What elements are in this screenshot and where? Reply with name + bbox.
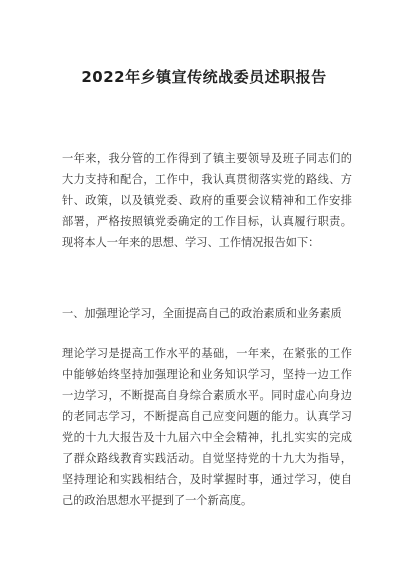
intro-line: 现将本人一年来的思想、学习、工作情况报告如下： xyxy=(62,236,320,249)
section-line: 己的政治思想水平提到了一个新高度。 xyxy=(62,494,253,507)
section-heading: 一、加强理论学习，全面提高自己的政治素质和业务素质 xyxy=(62,307,342,320)
section-line: 一边学习，不断提高自身综合素质水平。同时虚心向身边 xyxy=(62,389,352,402)
intro-line: 大力支持和配合，工作中，我认真贯彻落实党的路线、方 xyxy=(62,173,352,186)
section-line: 中能够始终坚持加强理论和业务知识学习，坚持一边工作 xyxy=(62,368,352,381)
section-line: 坚持理论和实践相结合，及时掌握时事，通过学习，使自 xyxy=(62,473,352,486)
section-line: 的老同志学习，不断提高自己应变问题的能力。认真学习 xyxy=(62,410,352,423)
section-line: 了群众路线教育实践活动。自觉坚持党的十九大为指导， xyxy=(62,452,352,465)
intro-line: 部署，严格按照镇党委确定的工作目标，认真履行职责。 xyxy=(62,215,352,228)
document-title: 2022年乡镇宣传统战委员述职报告 xyxy=(81,68,327,86)
section-line: 党的十九大报告及十九届六中全会精神，扎扎实实的完成 xyxy=(62,431,352,444)
section-paragraph xyxy=(62,343,352,511)
intro-line: 针、政策，以及镇党委、政府的重要会议精神和工作安排 xyxy=(62,194,352,207)
intro-line: 一年来，我分管的工作得到了镇主要领导及班子同志们的 xyxy=(62,152,352,165)
intro-paragraph xyxy=(62,148,352,253)
section-line: 理论学习是提高工作水平的基础，一年来，在紧张的工作 xyxy=(62,347,352,360)
